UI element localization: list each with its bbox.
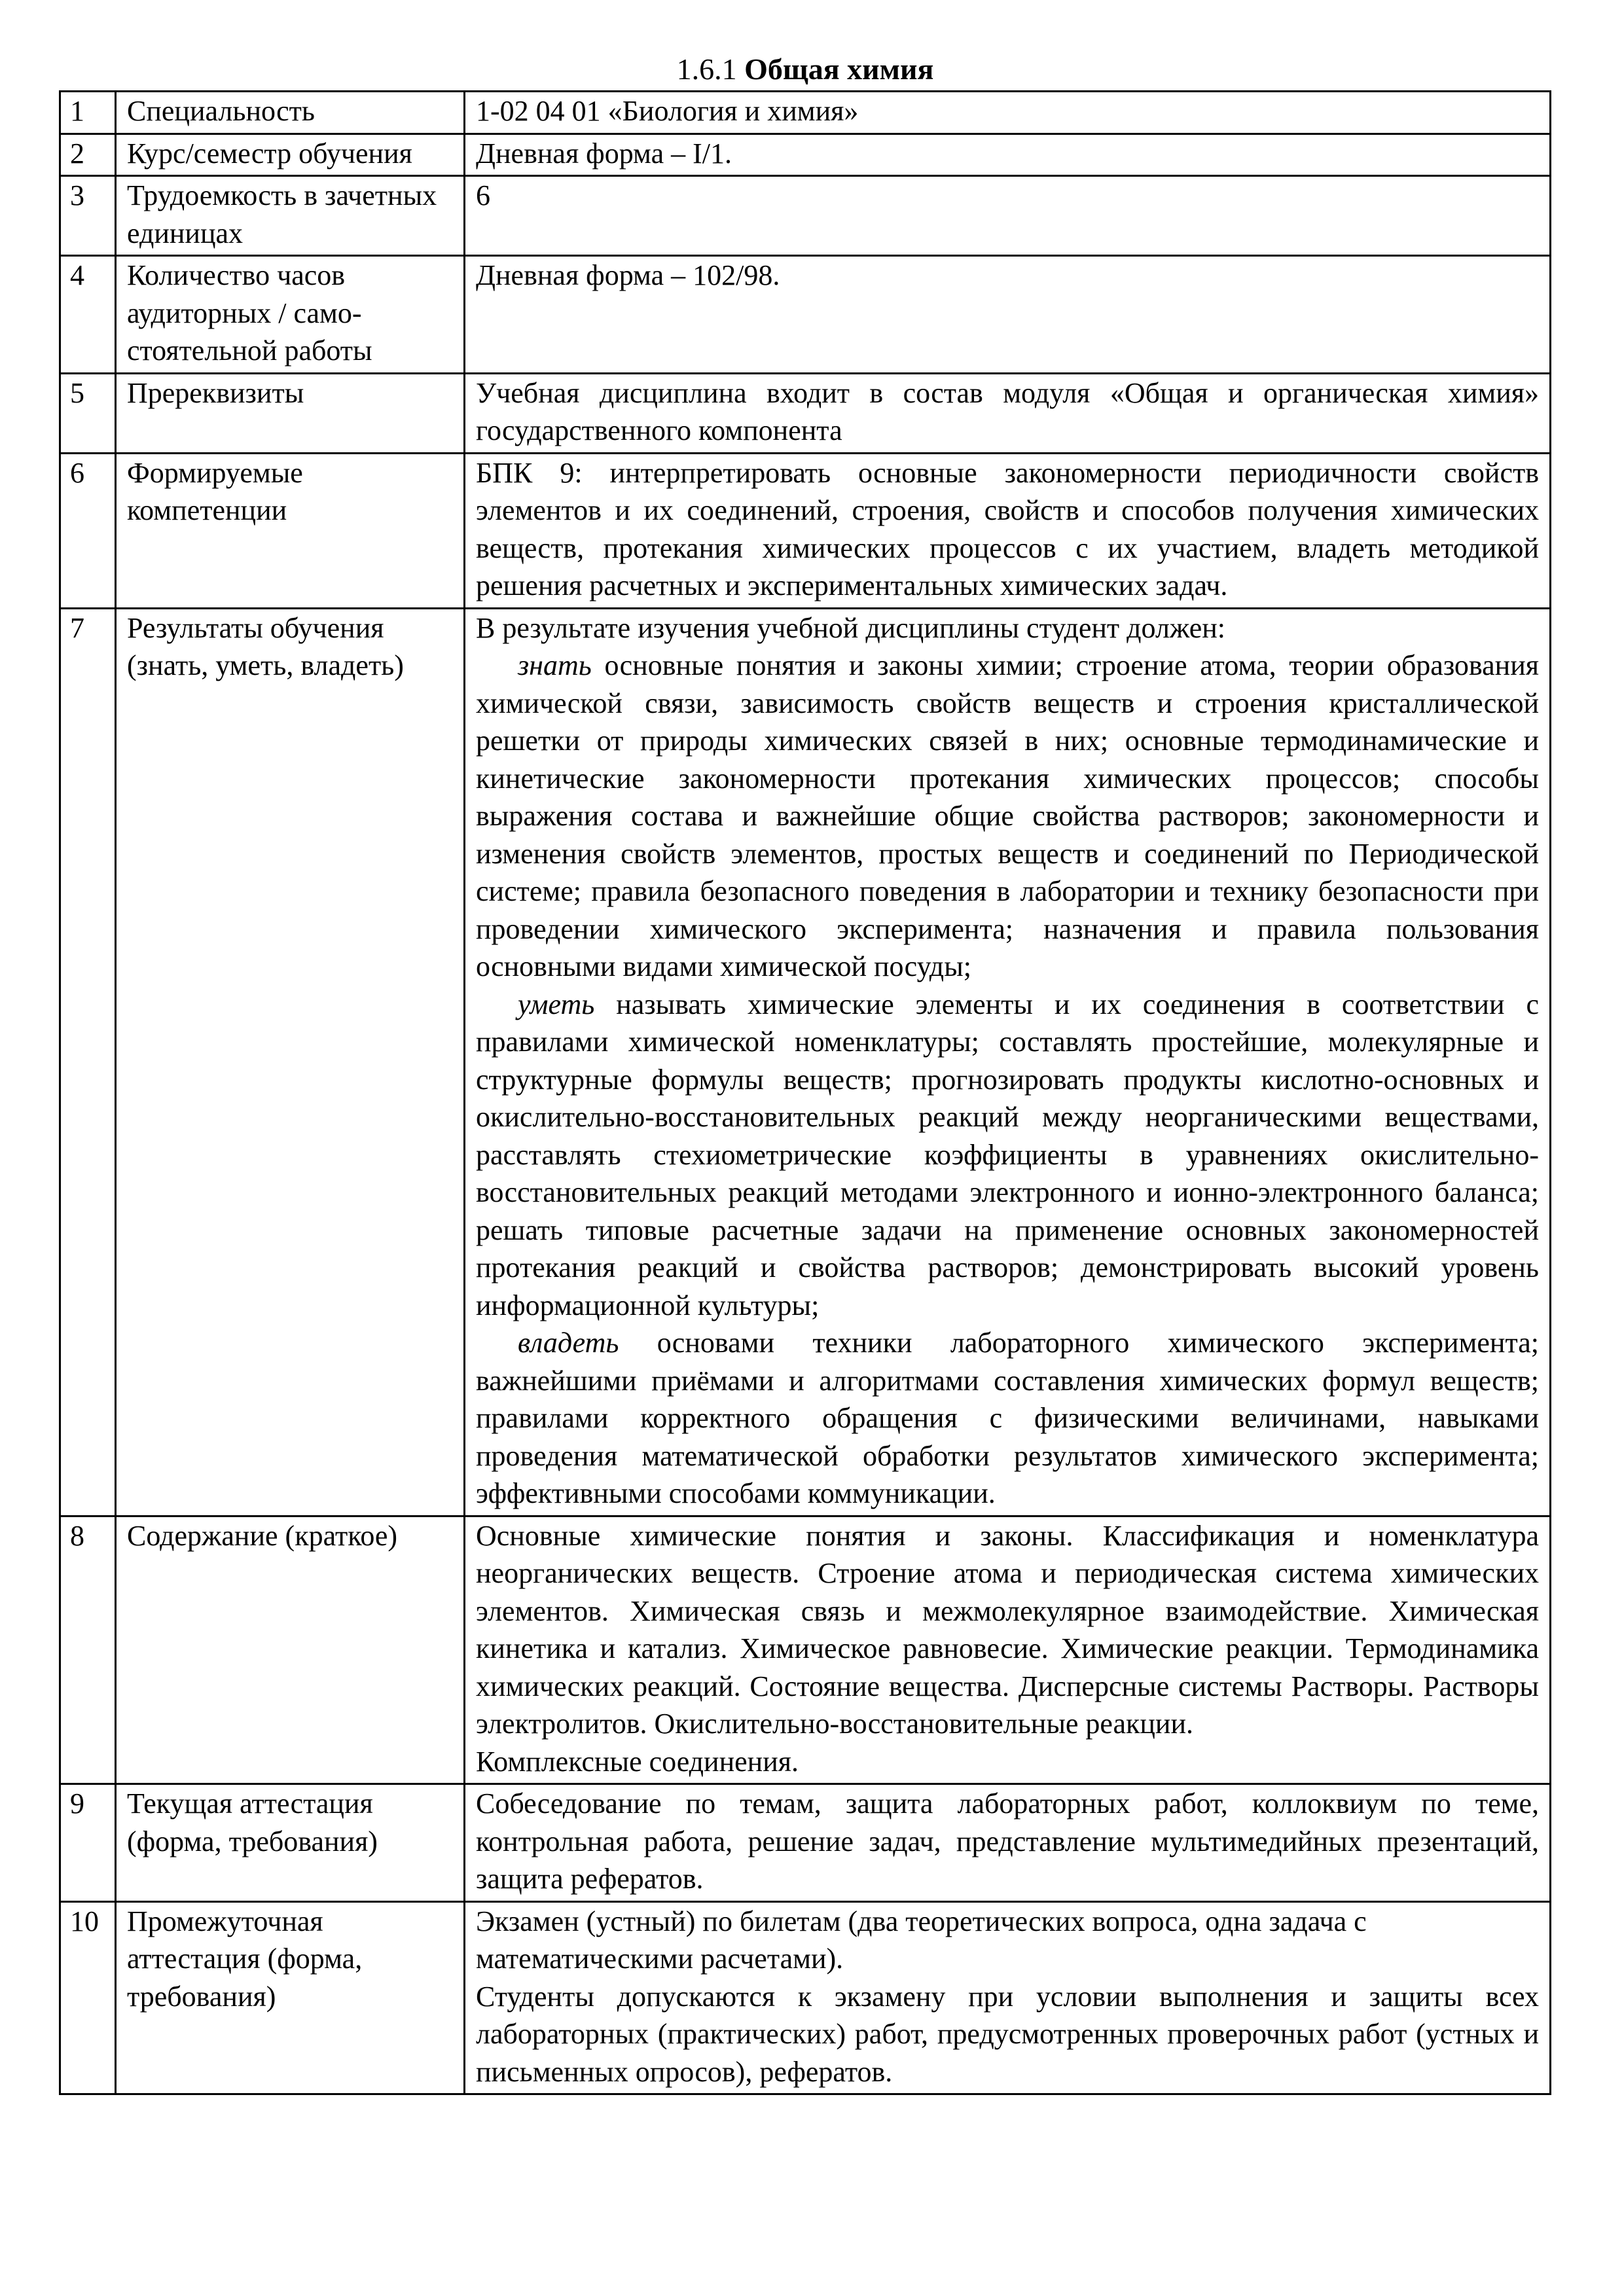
table-row xyxy=(60,1784,1551,1902)
course-title: Общая химия xyxy=(744,52,934,86)
outcome-know-text: основные понятия и законы химии; строение атома, теории образования химической связи, зависимость свойств веществ и строения кристаллической решетки от природы химических связей в них; основные термодинамические и кинетические закономерности протекания химических процессов; способы выражения состава и важнейшие общие свойства растворов; закономерности и изменения свойств элементов, простых веществ и соединений по Периодической системе; правила безопасного поведения в лаборатории и технику безопасности при проведении химического эксперимента; назначения и правила пользования основными видами химической посуды; xyxy=(476,649,1539,982)
row-number: 1 xyxy=(60,92,116,134)
row-number: 5 xyxy=(60,373,116,453)
exam-format: Экзамен (устный) по билетам (два теоретических вопроса, одна задача с математическими расчетами). xyxy=(476,1905,1367,1975)
content-summary-extra: Комплексные соединения. xyxy=(476,1745,799,1778)
outcomes-intro: В результате изучения учебной дисциплины студент должен: xyxy=(476,611,1226,644)
row-label: Специальность xyxy=(116,92,465,134)
outcome-can xyxy=(476,986,1539,1325)
row-value: 1-02 04 01 «Биология и химия» xyxy=(465,92,1551,134)
row-value: Собеседование по темам, защита лабораторных работ, коллоквиум по теме, контрольная работа, решение задач, представление мультимедийных презентаций, защита рефератов. xyxy=(465,1784,1551,1902)
row-label: Трудоемкость в зачетных единицах xyxy=(116,176,465,256)
row-number: 2 xyxy=(60,134,116,176)
row-number: 9 xyxy=(60,1784,116,1902)
row-value: 6 xyxy=(465,176,1551,256)
table-row xyxy=(60,608,1551,1516)
table-row xyxy=(60,1901,1551,2094)
row-label: Текущая аттестация (форма, требования) xyxy=(116,1784,465,1902)
row-label: Пререквизиты xyxy=(116,373,465,453)
table-row xyxy=(60,453,1551,608)
row-label: Курс/семестр обучения xyxy=(116,134,465,176)
keyword-own: владеть xyxy=(518,1327,619,1359)
table-row xyxy=(60,176,1551,256)
document-page xyxy=(59,51,1551,2095)
row-label: Промежуточная аттестация (форма, требования) xyxy=(116,1901,465,2094)
row-number: 10 xyxy=(60,1901,116,2094)
row-label: Количество часов аудиторных / само-стоятельной работы xyxy=(116,256,465,374)
row-number: 7 xyxy=(60,608,116,1516)
table-row xyxy=(60,134,1551,176)
table-row xyxy=(60,92,1551,134)
row-value xyxy=(465,1516,1551,1784)
row-number: 8 xyxy=(60,1516,116,1784)
document-title xyxy=(59,51,1551,90)
keyword-know: знать xyxy=(518,649,592,681)
row-value: Дневная форма – 102/98. xyxy=(465,256,1551,374)
outcome-own xyxy=(476,1324,1539,1513)
course-info-table xyxy=(59,90,1551,2095)
section-number: 1.6.1 xyxy=(676,52,737,86)
keyword-can: уметь xyxy=(518,988,595,1020)
table-row xyxy=(60,256,1551,374)
learning-outcomes xyxy=(465,608,1551,1516)
table-row xyxy=(60,373,1551,453)
row-value: Учебная дисциплина входит в состав модуля «Общая и органическая химия» государственного компонента xyxy=(465,373,1551,453)
table-row xyxy=(60,1516,1551,1784)
outcome-own-text: основами техники лабораторного химического эксперимента; важнейшими приёмами и алгоритмами составления химических формул веществ; правилами корректного обращения с физическими величинами, навыками проведения математической обработки результатов химического эксперимента; эффективными способами коммуникации. xyxy=(476,1327,1539,1509)
outcome-know xyxy=(476,647,1539,986)
row-label: Содержание (краткое) xyxy=(116,1516,465,1784)
row-label: Формируемые компетенции xyxy=(116,453,465,608)
row-label: Результаты обучения (знать, уметь, владеть) xyxy=(116,608,465,1516)
row-value xyxy=(465,1901,1551,2094)
row-number: 3 xyxy=(60,176,116,256)
row-number: 6 xyxy=(60,453,116,608)
outcome-can-text: называть химические элементы и их соединения в соответствии с правилами химической номенклатуры; составлять простейшие, молекулярные и структурные формулы веществ; прогнозировать продукты кислотно-основных и окислительно-восстановительных реакций между неорганическими веществами, расставлять стехиометрические коэффициенты в уравнениях окислительно-восстановительных реакций методами электронного и ионно-электронного баланса; решать типовые расчетные задачи на применение основных закономерностей протекания реакций и свойства растворов; демонстрировать высокий уровень информационной культуры; xyxy=(476,988,1539,1321)
row-value: Дневная форма – I/1. xyxy=(465,134,1551,176)
exam-requirements: Студенты допускаются к экзамену при условии выполнения и защиты всех лабораторных (практических) работ, предусмотренных проверочных работ (устных и письменных опросов), рефератов. xyxy=(476,1980,1539,2088)
row-value: БПК 9: интерпретировать основные закономерности периодичности свойств элементов и их соединений, строения, свойств и способов получения химических веществ, протекания химических процессов с их участием, владеть методикой решения расчетных и экспериментальных химических задач. xyxy=(465,453,1551,608)
content-summary: Основные химические понятия и законы. Классификация и номенклатура неорганических веществ. Строение атома и периодическая система химических элементов. Химическая связь и межмолекулярное взаимодействие. Химическая кинетика и катализ. Химическое равновесие. Химические реакции. Термодинамика химических реакций. Состояние вещества. Дисперсные системы Растворы. Растворы электролитов. Окислительно-восстановительные реакции. xyxy=(476,1519,1539,1740)
row-number: 4 xyxy=(60,256,116,374)
